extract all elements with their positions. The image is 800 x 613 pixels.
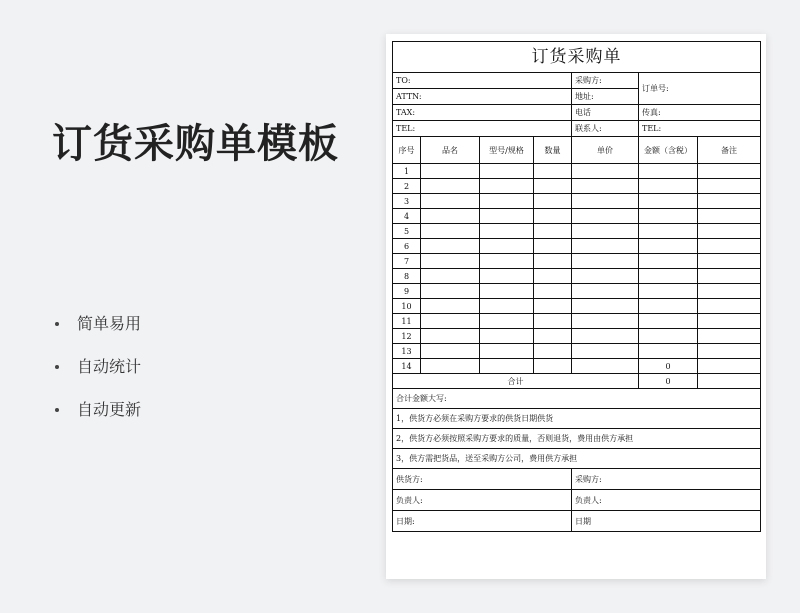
table-row: [393, 224, 761, 239]
row-amount: [639, 194, 698, 209]
row-number: 14: [393, 359, 421, 374]
table-row: [393, 314, 761, 329]
table-row: [393, 359, 761, 374]
date-right: 日期: [572, 511, 761, 532]
contact-field: 联系人:: [572, 121, 639, 137]
row-amount: [639, 284, 698, 299]
date-left: 日期:: [393, 511, 572, 532]
row-number: 2: [393, 179, 421, 194]
table-row: [393, 299, 761, 314]
row-number: 7: [393, 254, 421, 269]
column-header: 金额（含税）: [639, 137, 698, 164]
column-header: 型号/规格: [480, 137, 534, 164]
row-number: 1: [393, 164, 421, 179]
supplier-sign: 供货方:: [393, 469, 572, 490]
row-number: 9: [393, 284, 421, 299]
table-row: [393, 209, 761, 224]
row-amount: [639, 329, 698, 344]
note-line: 1，供货方必须在采购方要求的供货日期供货: [393, 409, 761, 429]
bullet-icon: [55, 322, 59, 326]
row-amount: [639, 269, 698, 284]
row-number: 13: [393, 344, 421, 359]
page-title: 订货采购单模板: [52, 121, 339, 167]
address-field: 地址:: [572, 89, 639, 105]
amount-in-words: 合计金额大写:: [393, 389, 761, 409]
column-header: 序号: [393, 137, 421, 164]
buyer-sign: 采购方:: [572, 469, 761, 490]
row-amount: [639, 209, 698, 224]
row-number: 6: [393, 239, 421, 254]
feature-label: 简单易用: [77, 314, 142, 333]
row-amount: [639, 314, 698, 329]
table-row: [393, 344, 761, 359]
row-amount: [639, 239, 698, 254]
fax-field: 传真:: [639, 105, 761, 121]
bullet-icon: [55, 365, 59, 369]
purchase-order-form: [392, 41, 761, 532]
note-line: 3，供方需把货品，送至采购方公司，费用供方承担: [393, 449, 761, 469]
column-header: 备注: [698, 137, 761, 164]
row-number: 8: [393, 269, 421, 284]
person-right: 负责人:: [572, 490, 761, 511]
bullet-icon: [55, 408, 59, 412]
table-row: [393, 269, 761, 284]
tel-field: TEL:: [393, 121, 572, 137]
column-header-row: [393, 137, 761, 164]
table-row: [393, 329, 761, 344]
tax-field: TAX:: [393, 105, 572, 121]
feature-item: [55, 355, 141, 398]
row-amount: [639, 299, 698, 314]
attn-field: ATTN:: [393, 89, 572, 105]
form-preview-sheet: [386, 34, 766, 579]
row-number: 5: [393, 224, 421, 239]
feature-label: 自动统计: [77, 357, 142, 376]
phone-field: 电话: [572, 105, 639, 121]
total-label: 合计: [393, 374, 639, 389]
table-row: [393, 284, 761, 299]
row-number: 12: [393, 329, 421, 344]
table-row: [393, 254, 761, 269]
column-header: 品名: [421, 137, 480, 164]
feature-label: 自动更新: [77, 400, 142, 419]
row-amount: [639, 164, 698, 179]
row-amount: [639, 179, 698, 194]
note-line: 2，供货方必须按照采购方要求的质量，否则退货，费用由供方承担: [393, 429, 761, 449]
row-amount: [639, 254, 698, 269]
row-amount: [639, 344, 698, 359]
order-no-field: 订单号:: [639, 73, 761, 105]
feature-item: [55, 398, 141, 441]
table-row: [393, 194, 761, 209]
feature-list: [55, 312, 141, 441]
column-header: 单价: [572, 137, 639, 164]
row-amount: 0: [639, 359, 698, 374]
row-number: 11: [393, 314, 421, 329]
form-title: 订货采购单: [393, 42, 761, 73]
row-number: 10: [393, 299, 421, 314]
person-left: 负责人:: [393, 490, 572, 511]
row-number: 4: [393, 209, 421, 224]
feature-item: [55, 312, 141, 355]
row-number: 3: [393, 194, 421, 209]
table-row: [393, 179, 761, 194]
column-header: 数量: [534, 137, 572, 164]
tel2-field: TEL:: [639, 121, 761, 137]
row-amount: [639, 224, 698, 239]
table-row: [393, 239, 761, 254]
total-value: 0: [639, 374, 698, 389]
table-row: [393, 164, 761, 179]
buyer-field: 采购方:: [572, 73, 639, 89]
to-field: TO:: [393, 73, 572, 89]
total-row: [393, 374, 761, 389]
